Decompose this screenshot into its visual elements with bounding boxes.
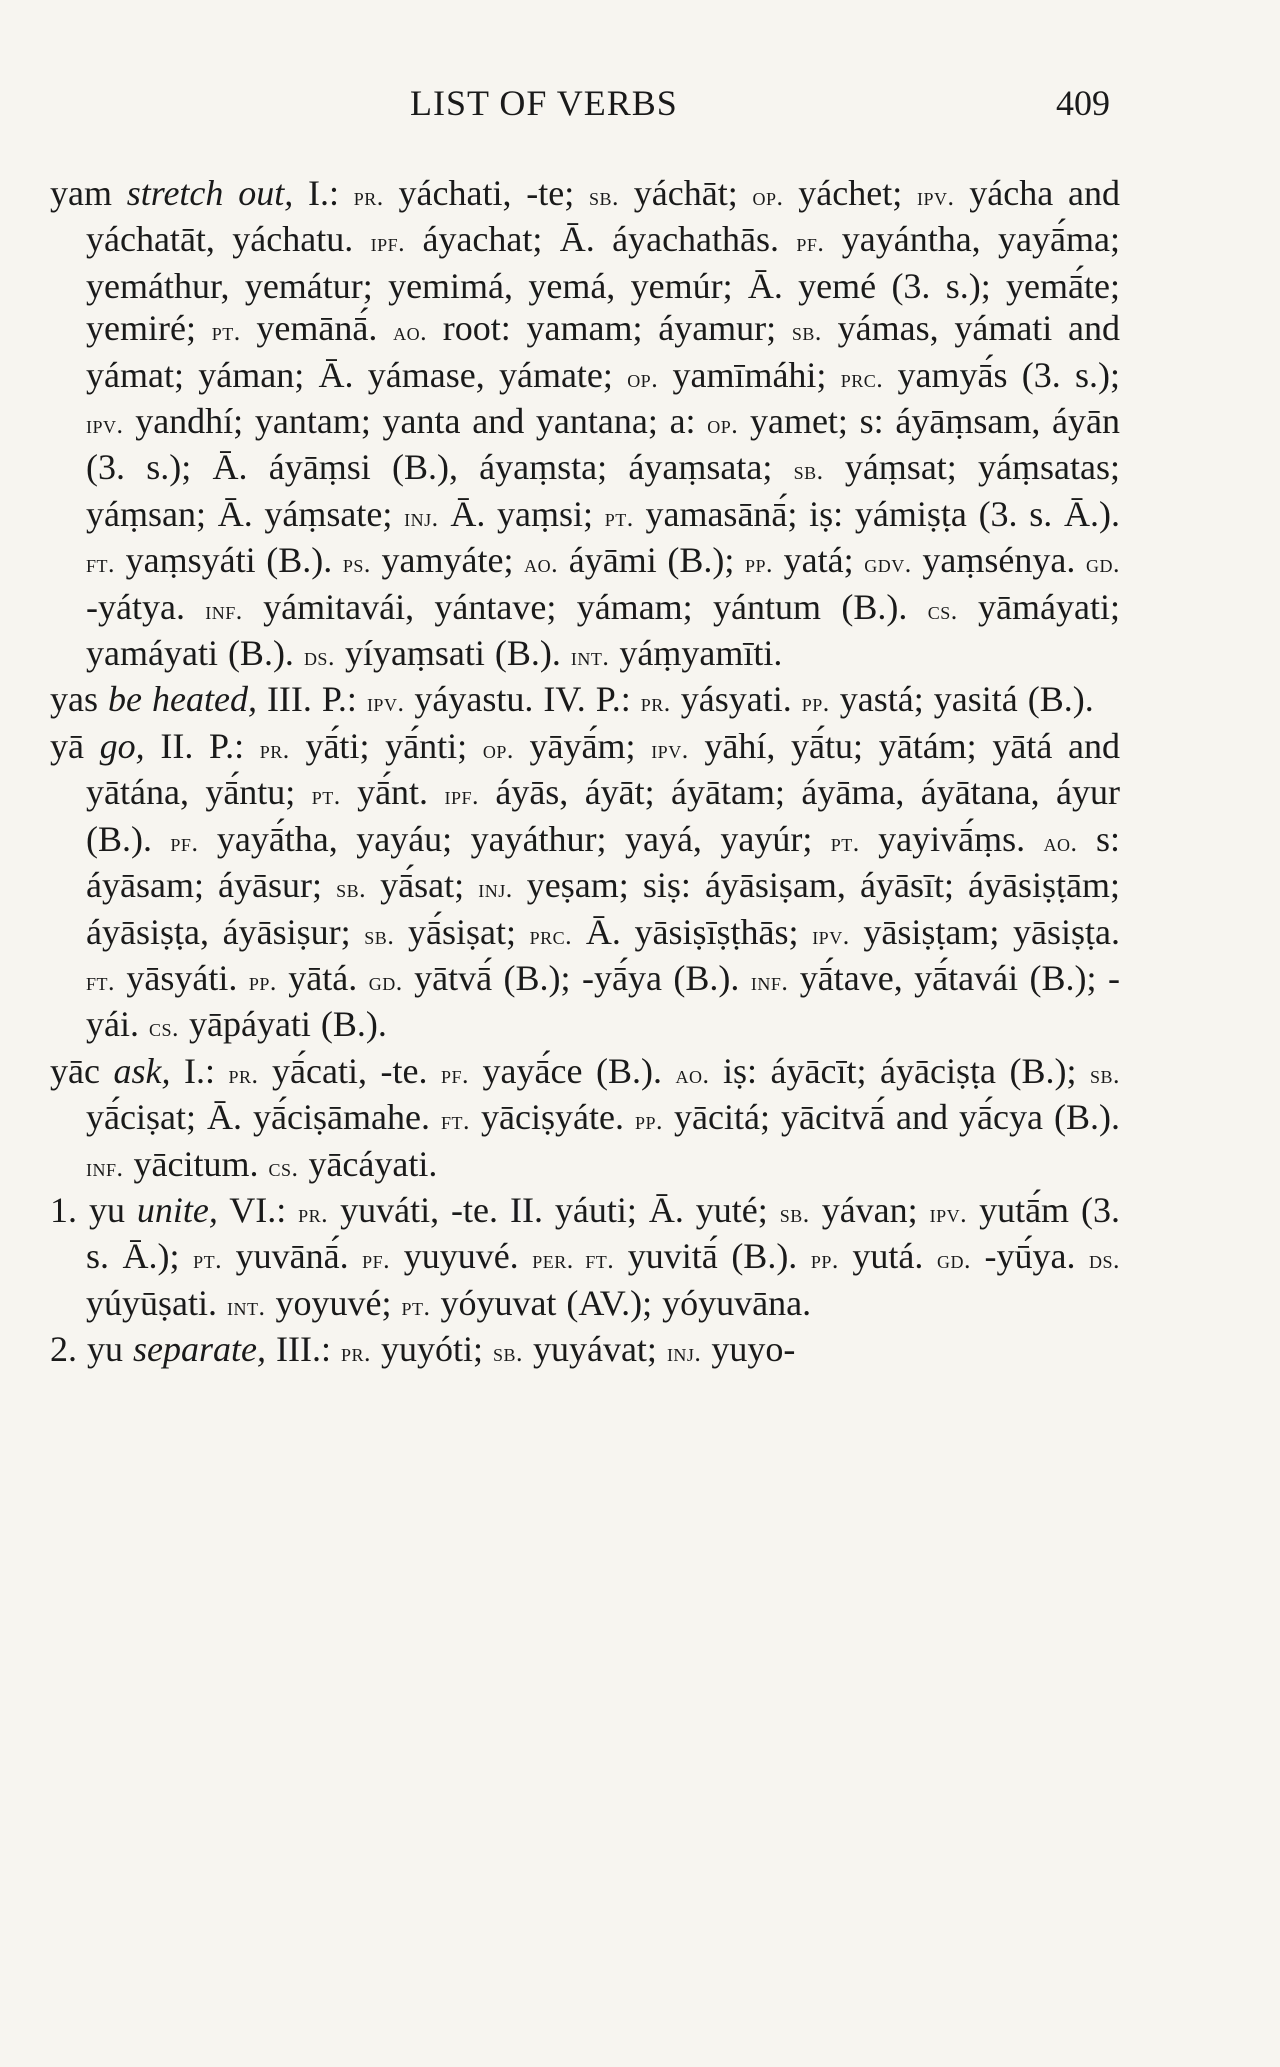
entry-text: yíyaṃsati (B.).	[334, 633, 571, 674]
grammar-abbreviation: pr.	[640, 688, 671, 718]
page-number: 409	[1056, 83, 1110, 123]
entry-text: I.:	[293, 173, 354, 213]
grammar-abbreviation: ipv.	[366, 688, 405, 718]
entry-text: yāsyáti.	[114, 957, 249, 998]
grammar-abbreviation: sb.	[793, 456, 824, 486]
entry-text: yatá;	[773, 540, 865, 581]
entry-text: yamyā́s (3. s.);	[883, 354, 1121, 395]
grammar-abbreviation: prc.	[529, 920, 573, 950]
grammar-abbreviation: cs.	[268, 1152, 299, 1182]
grammar-abbreviation: int.	[227, 1291, 266, 1321]
entry-text: yā́sat;	[366, 865, 479, 906]
entry-text: yāc	[50, 1050, 114, 1091]
entry-text: yātá.	[276, 957, 369, 998]
entry-text: yam	[50, 173, 127, 213]
entry-text: yas	[50, 679, 108, 720]
grammar-abbreviation: op.	[752, 182, 784, 211]
entry-text: iṣ: áyācīt; áyāciṣṭa (B.);	[709, 1050, 1090, 1091]
entry-text: yuváti, -te. II. yáuti; Ā. yuté;	[328, 1189, 780, 1230]
grammar-abbreviation: pp.	[810, 1245, 839, 1275]
grammar-abbreviation: ipv.	[929, 1198, 968, 1228]
grammar-abbreviation: ao.	[1043, 827, 1078, 857]
grammar-abbreviation: gd.	[1086, 549, 1121, 579]
grammar-abbreviation: pr.	[353, 182, 384, 211]
entry-text: Ā. yāsiṣīṣṭhās;	[572, 911, 813, 952]
grammar-abbreviation: inf.	[750, 966, 789, 996]
verb-gloss: stretch out,	[126, 173, 294, 213]
grammar-abbreviation: inf.	[205, 595, 243, 625]
grammar-abbreviation: per. ft.	[532, 1245, 615, 1275]
entry-text: yáchet;	[783, 173, 918, 213]
grammar-abbreviation: pf.	[441, 1059, 470, 1089]
entry-text: 1. yu	[50, 1189, 137, 1230]
grammar-abbreviation: cs.	[927, 595, 958, 625]
grammar-abbreviation: ao.	[393, 317, 428, 347]
entry-text: VI.:	[217, 1189, 299, 1230]
entry-text: áyāmi (B.);	[558, 540, 746, 581]
entry-text: yáchati, -te;	[383, 173, 590, 213]
grammar-abbreviation: pt.	[401, 1291, 431, 1321]
entry-text: yuyo-	[701, 1329, 796, 1370]
entry-text: yáṃsat; yáṃsatas; yáṃsan; Ā. yáṃsate;	[86, 447, 1121, 534]
grammar-abbreviation: sb.	[1089, 1059, 1120, 1089]
entry-text: I.:	[170, 1050, 229, 1091]
grammar-abbreviation: ft.	[440, 1106, 470, 1136]
verb-entry-yac	[50, 1050, 1120, 1189]
grammar-abbreviation: ipf.	[444, 781, 479, 811]
entry-text: yā́nt.	[340, 772, 445, 813]
grammar-abbreviation: ft.	[86, 966, 115, 996]
entry-text: yā́cati, -te.	[258, 1050, 442, 1091]
grammar-abbreviation: ipv.	[812, 920, 850, 950]
grammar-abbreviation: inj.	[666, 1338, 702, 1368]
verb-entry-yu-unite	[50, 1189, 1120, 1328]
entry-text: yāmáyati; yamáyati (B.).	[86, 586, 1120, 674]
entry-text: yuvānā́.	[222, 1236, 363, 1277]
grammar-abbreviation: pp.	[634, 1106, 663, 1136]
entry-text: yúyūṣati.	[86, 1282, 227, 1323]
grammar-abbreviation: op.	[482, 734, 514, 764]
entry-text: yávan;	[809, 1189, 930, 1230]
entry-text: yaṃsénya.	[911, 540, 1087, 581]
entry-text: root: yamam; áyamur;	[427, 308, 792, 349]
grammar-abbreviation: sb.	[589, 182, 620, 211]
entry-text: yāpáyati (B.).	[178, 1004, 387, 1045]
entry-text: yamīmáhi;	[658, 354, 841, 395]
grammar-abbreviation: pf.	[362, 1245, 391, 1275]
grammar-abbreviation: ps.	[342, 549, 371, 579]
entry-text: yeṣam; siṣ: áyāsiṣam, áyāsīt; áyāsiṣṭām; áyāsiṣṭa, áyāsiṣur;	[86, 865, 1120, 952]
grammar-abbreviation: gd.	[936, 1245, 971, 1275]
entry-text: yayā́ce (B.).	[469, 1050, 676, 1091]
verb-entry-yam	[50, 172, 1120, 678]
verb-entry-yu-separate	[50, 1328, 1120, 1374]
entry-text: yásyati.	[670, 679, 802, 720]
grammar-abbreviation: op.	[707, 410, 739, 440]
entry-text: yáṃyamīti.	[609, 633, 783, 674]
entry-text: yā́ti; yā́nti;	[289, 725, 483, 766]
grammar-abbreviation: ds.	[1089, 1245, 1121, 1275]
entry-text: yāyā́m;	[513, 725, 652, 766]
entry-text: yuyóti;	[370, 1329, 493, 1370]
grammar-abbreviation: pt.	[193, 1245, 223, 1275]
grammar-abbreviation: pp.	[745, 549, 774, 579]
entry-text: yācáyati.	[298, 1143, 438, 1184]
grammar-abbreviation: inj.	[478, 874, 513, 904]
entry-text: yāhí, yā́tu; yātám; yātá and yātána, yā́ntu;	[86, 725, 1121, 813]
verb-gloss: be heated,	[108, 679, 257, 720]
grammar-abbreviation: pp.	[801, 688, 830, 718]
entry-text: yayivā́ṃs.	[859, 818, 1044, 859]
entry-text: yuyuvé.	[390, 1236, 533, 1277]
entry-text: yā́ciṣat; Ā. yā́ciṣāmahe.	[86, 1097, 441, 1138]
page-title: LIST OF VERBS	[410, 83, 678, 123]
entry-text: yamet; s: áyāṃsam, áyān (3. s.); Ā. áyāṃsi (B.), áyaṃsta; áyaṃsata;	[86, 401, 1120, 488]
grammar-abbreviation: pt.	[830, 827, 860, 857]
verb-entries	[50, 172, 1120, 1375]
entry-text: yāsiṣṭam; yāsiṣṭa.	[849, 911, 1120, 952]
verb-gloss: separate,	[133, 1329, 266, 1370]
grammar-abbreviation: pt.	[211, 317, 241, 347]
grammar-abbreviation: pr.	[228, 1059, 259, 1089]
grammar-abbreviation: pr.	[259, 734, 290, 764]
entry-text: yámitavái, yántave; yámam; yántum (B.).	[242, 586, 928, 627]
grammar-abbreviation: ipf.	[370, 228, 406, 258]
entry-text: III.:	[265, 1329, 341, 1370]
grammar-abbreviation: inj.	[404, 502, 439, 532]
entry-text: yastá; yasitá (B.).	[829, 679, 1094, 720]
entry-text: yā́tave, yā́tavái (B.); -yái.	[86, 957, 1120, 1045]
grammar-abbreviation: pt.	[311, 781, 341, 811]
verb-entry-ya	[50, 725, 1120, 1050]
entry-text: yutā́m (3. s. Ā.);	[86, 1189, 1120, 1277]
grammar-abbreviation: op.	[627, 363, 659, 393]
entry-text: yā	[50, 725, 100, 766]
grammar-abbreviation: pp.	[248, 966, 277, 996]
entry-text: yā́siṣat;	[394, 911, 530, 952]
entry-text: yutá.	[838, 1236, 937, 1277]
grammar-abbreviation: inf.	[86, 1152, 124, 1182]
entry-text: yóyuvat (AV.); yóyuvāna.	[430, 1282, 812, 1323]
grammar-abbreviation: pr.	[340, 1338, 371, 1368]
entry-text: 2. yu	[50, 1329, 133, 1370]
entry-text: yemānā́.	[240, 308, 394, 349]
entry-text: yamyáte;	[370, 540, 525, 581]
grammar-abbreviation: ipv.	[651, 734, 689, 764]
entry-text: yuyávat;	[522, 1329, 667, 1370]
entry-text: yáyastu. IV. P.:	[404, 679, 641, 720]
entry-text: -yū́ya.	[970, 1236, 1090, 1277]
verb-entry-yas	[50, 678, 1120, 724]
entry-text: s: áyāsam; áyāsur;	[86, 818, 1120, 906]
entry-text: yandhí; yantam; yanta and yantana; a:	[123, 401, 708, 442]
entry-text: II. P.:	[144, 725, 260, 766]
entry-text: yuvitā́ (B.).	[614, 1236, 811, 1277]
entry-text: yámas, yámati and yámat; yáman; Ā. yámase, yámate;	[86, 308, 1121, 395]
entry-text: yoyuvé;	[265, 1282, 402, 1323]
grammar-abbreviation: pf.	[170, 827, 199, 857]
grammar-abbreviation: cs.	[148, 1013, 179, 1043]
entry-text: yācitum.	[123, 1143, 269, 1184]
entry-text: Ā. yaṃsi;	[438, 493, 605, 534]
grammar-abbreviation: ipv.	[86, 410, 124, 440]
grammar-abbreviation: sb.	[364, 920, 395, 950]
entry-text: yáchāt;	[619, 173, 753, 213]
entry-text: yāciṣyáte.	[469, 1097, 635, 1138]
grammar-abbreviation: pr.	[298, 1198, 329, 1228]
grammar-abbreviation: pt.	[604, 502, 634, 532]
grammar-abbreviation: gd.	[368, 966, 403, 996]
entry-text: yayántha, yayā́ma; yemáthur, yemátur; yemimá, yemá, yemúr; Ā. yemé (3. s.); yemā́te; yemiré;	[86, 219, 1120, 349]
grammar-abbreviation: int.	[570, 642, 610, 672]
entry-text: yaṃsyáti (B.).	[114, 540, 343, 581]
entry-text: áyachat; Ā. áyachathās.	[405, 219, 797, 260]
entry-text: yamasānā́; iṣ: yámiṣṭa (3. s. Ā.).	[633, 493, 1121, 534]
grammar-abbreviation: ao.	[675, 1059, 710, 1089]
grammar-abbreviation: sb.	[492, 1338, 523, 1368]
grammar-abbreviation: sb.	[779, 1198, 810, 1228]
entry-text: yācitá; yācitvā́ and yā́cya (B.).	[662, 1097, 1120, 1138]
entry-text: -yátya.	[86, 586, 206, 627]
entry-text: yayā́tha, yayáu; yayáthur; yayá, yayúr;	[198, 818, 831, 859]
grammar-abbreviation: ft.	[86, 549, 115, 579]
verb-gloss: unite,	[136, 1189, 218, 1230]
grammar-abbreviation: pf.	[796, 228, 825, 258]
grammar-abbreviation: ipv.	[917, 182, 955, 211]
verb-gloss: ask,	[113, 1050, 171, 1091]
grammar-abbreviation: prc.	[840, 363, 884, 393]
entry-text: yātvā́ (B.); -yā́ya (B.).	[402, 957, 751, 998]
grammar-abbreviation: gdv.	[864, 549, 912, 579]
running-head	[50, 82, 1110, 126]
grammar-abbreviation: sb.	[336, 874, 367, 904]
entry-text: yácha and yáchatāt, yáchatu.	[86, 173, 1120, 260]
grammar-abbreviation: ds.	[303, 642, 335, 672]
entry-text: áyās, áyāt; áyātam; áyāma, áyātana, áyur (B.).	[86, 772, 1120, 859]
verb-gloss: go,	[99, 725, 145, 766]
grammar-abbreviation: sb.	[791, 317, 822, 347]
grammar-abbreviation: ao.	[524, 549, 559, 579]
entry-text: III. P.:	[256, 679, 367, 720]
